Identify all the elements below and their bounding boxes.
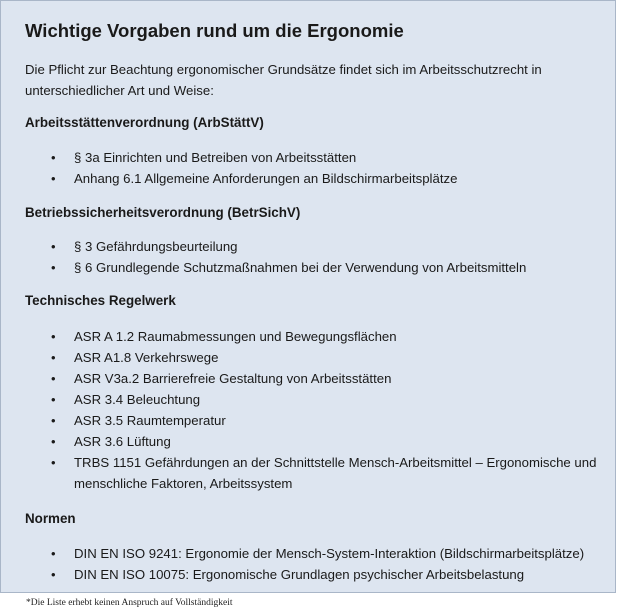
list-item-text: § 6 Grundlegende Schutzmaßnahmen bei der Verwendung von Arbeitsmitteln — [74, 260, 527, 275]
bullet-icon: • — [51, 239, 56, 254]
list-item — [1, 410, 614, 431]
list-item — [1, 236, 614, 257]
list-item-text: § 3a Einrichten und Betreiben von Arbeitsstätten — [74, 150, 357, 165]
section-heading-betrsichv: Betriebssicherheitsverordnung (BetrSichV) — [25, 205, 301, 220]
bullet-icon: • — [51, 546, 56, 561]
list-item-text: DIN EN ISO 10075: Ergonomische Grundlagen psychischer Arbeitsbelastung — [74, 567, 525, 582]
bullet-icon: • — [51, 392, 56, 407]
intro-text: Die Pflicht zur Beachtung ergonomischer Grundsätze findet sich im Arbeitsschutzrecht in unterschiedlicher Art und Weise: — [25, 62, 542, 98]
list-item — [1, 168, 614, 189]
bullet-icon: • — [51, 150, 56, 165]
section-heading-normen: Normen — [25, 511, 76, 526]
list-item — [1, 326, 614, 347]
list-item-text: Anhang 6.1 Allgemeine Anforderungen an Bildschirmarbeitsplätze — [74, 171, 458, 186]
list-item-text: ASR V3a.2 Barrierefreie Gestaltung von Arbeitsstätten — [74, 371, 392, 386]
bullet-icon: • — [51, 260, 56, 275]
bullet-icon: • — [51, 329, 56, 344]
list-item — [1, 543, 614, 564]
list-item-text: TRBS 1151 Gefährdungen an der Schnittstelle Mensch-Arbeitsmittel – Ergonomische und menschliche Faktoren, Arbeitssystem — [74, 455, 597, 491]
bullet-icon: • — [51, 350, 56, 365]
bullet-icon: • — [51, 567, 56, 582]
list-item-text: ASR A1.8 Verkehrswege — [74, 350, 219, 365]
list-item-text: ASR A 1.2 Raumabmessungen und Bewegungsflächen — [74, 329, 397, 344]
list-item — [1, 389, 614, 410]
list-item — [1, 368, 614, 389]
bullet-icon: • — [51, 434, 56, 449]
list-arbstaettv — [1, 147, 614, 189]
list-normen — [1, 543, 614, 585]
list-item-text: ASR 3.5 Raumtemperatur — [74, 413, 226, 428]
list-item-text: ASR 3.6 Lüftung — [74, 434, 171, 449]
bullet-icon: • — [51, 455, 56, 470]
list-item — [1, 452, 614, 494]
list-item — [1, 257, 614, 278]
list-item — [1, 147, 614, 168]
bullet-icon: • — [51, 171, 56, 186]
section-heading-arbstaettv: Arbeitsstättenverordnung (ArbStättV) — [25, 115, 264, 130]
section-heading-regelwerk: Technisches Regelwerk — [25, 293, 176, 308]
footnote: *Die Liste erhebt keinen Anspruch auf Vollständigkeit — [26, 598, 233, 608]
bullet-icon: • — [51, 413, 56, 428]
list-item — [1, 347, 614, 368]
page-title: Wichtige Vorgaben rund um die Ergonomie — [25, 20, 404, 41]
list-betrsichv — [1, 236, 614, 278]
bullet-icon: • — [51, 371, 56, 386]
list-item-text: § 3 Gefährdungsbeurteilung — [74, 239, 238, 254]
list-item-text: ASR 3.4 Beleuchtung — [74, 392, 201, 407]
list-item — [1, 431, 614, 452]
list-item — [1, 564, 614, 585]
list-item-text: DIN EN ISO 9241: Ergonomie der Mensch-System-Interaktion (Bildschirmarbeitsplätze) — [74, 546, 585, 561]
list-regelwerk — [1, 326, 614, 494]
